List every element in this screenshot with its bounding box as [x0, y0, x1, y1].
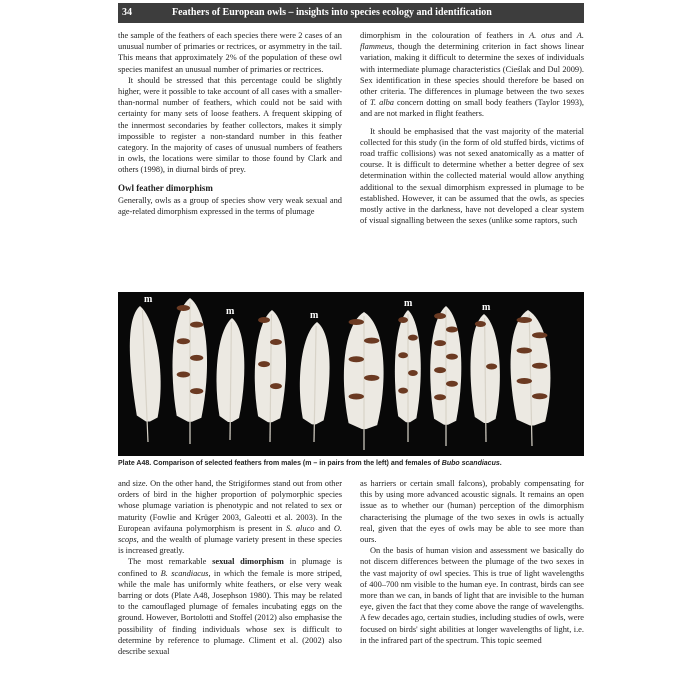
male-feather [300, 322, 330, 442]
feathers-illustration [118, 292, 584, 456]
feather-bar [517, 378, 532, 384]
paragraph: On the basis of human vision and assessment we basically do not discern differences between the plumage of the two sexes in the vast majority of owl species. This is true of light wavelengths of 400–700 nm visible to the human eye. In contrast, birds can see more than we can, in bands of light that are invisible to the human eye, given the fact that they come above the range of wavelengths. A few decades ago, certain studies, including studies of owls, were focused on birds' sight abilities at longer wavelengths of light, i.e. in the infrared part of the spectrum. This topic seemed [360, 546, 584, 645]
male-marker: m [404, 298, 413, 309]
plate-caption: Plate A48. Comparison of selected feathers from males (m – in pairs from the left) and females of Bubo scandiacus. [118, 460, 502, 467]
feather-bar [177, 305, 190, 311]
feather-bar [532, 363, 547, 369]
feather-bar [434, 367, 446, 373]
feather-bar [517, 317, 532, 323]
right-column-bottom [360, 478, 584, 646]
feather-bar [398, 317, 408, 323]
paragraph: It should be stressed that this percentage could be slightly higher, were it possible to take account of all cases with a smaller-than-normal number of feathers, which could not be said with certainty for many sets of loose feathers. A frequent skipping of the innermost secondaries by feather collectors, makes it simply impossible to register a non-standard number in this feather category. In the majority of cases of unusual numbers of feathers in owls, the locations were similar to those found by Clark and others (1998), in diurnal birds of prey. [118, 75, 342, 175]
feather-bar [364, 338, 379, 344]
male-marker: m [310, 310, 319, 321]
male-marker: m [226, 306, 235, 317]
running-title: Feathers of European owls – insights into species ecology and identification [172, 7, 492, 18]
paragraph: The most remarkable sexual dimorphism in plumage is confined to B. scandiacus, in which the female is more striped, while the male has uniformly white feathers, or else very weak barring or dots (Plate A48, Josephson 1980). This may be related to the camouflaged plumage of females incubating eggs on the ground. However, Bortolotti and Stoffel (2012) also emphasise the possibility of finding individuals whose sex is difficult to determine by reference to plumage. Climent et al. (2002) also describe sexual [118, 557, 342, 657]
male-marker: m [144, 294, 153, 305]
female-feather [511, 310, 551, 446]
paragraph: the sample of the feathers of each species there were 2 cases of an unusual number of primaries or rectrices, or asymmetry in the tail. This means that approximately 2% of the population of these owl species manifest an unusual number of primaries or rectrices. [118, 31, 342, 74]
feather-bar [258, 317, 270, 323]
male-marker: m [482, 302, 491, 313]
female-feather [172, 298, 207, 444]
feather-bar [517, 348, 532, 354]
paragraph: as harriers or certain small falcons), probably compensating for this by using more advanced acoustic signals. It remains an open issue as to whether our (human) perception of the dimorphism characterising the plumage of the two sexes in owls is actually real, given that the eyes of owls may be able to see more than ours. [360, 479, 584, 545]
feather-bar [270, 383, 282, 389]
feather-bar [446, 354, 458, 360]
female-feather [255, 310, 286, 442]
feather-bar [190, 322, 203, 328]
right-column-top [360, 30, 584, 226]
feather-bar [349, 319, 364, 325]
male-feather [130, 306, 161, 442]
feather-bar [532, 332, 547, 338]
male-feather [216, 318, 244, 440]
male-feather [395, 310, 421, 442]
feather-bar [270, 339, 282, 345]
feather-bar [398, 388, 408, 394]
feather-bar [434, 340, 446, 346]
left-column-top [118, 30, 342, 217]
feather-bar [177, 338, 190, 344]
female-feather [344, 312, 384, 450]
running-header [118, 3, 584, 23]
section-heading: Owl feather dimorphism [118, 182, 213, 193]
paragraph: It should be emphasised that the vast majority of the material collected for this study (in the form of old stuffed birds, victims of road traffic collisions) was not sexed anatomically as a matter of course. It is difficult to determine whether a better degree of sex determination within the collected material would allow anything additional to the sexual dimorphism expressed in plumage to be established. However, it can be assumed that the owls, as species mostly active in the darkness, have not developed a clear system of visual signalling between the sexes (unlike some raptors, such [360, 126, 584, 226]
feather-bar [532, 393, 547, 399]
female-feather [430, 306, 461, 446]
paragraph: and size. On the other hand, the Strigiformes stand out from other orders of bird in the higher proportion of polymorphic species whose plumage variation is phenotypic and not related to sex or maturity (Fowlie and Krüger 2003, Galeotti et al. 2003). In the European avifauna polymorphism is present in S. aluco and O. scops, and the wealth of plumage variety present in these species is increased greatly. [118, 479, 343, 556]
feather-bar [177, 371, 190, 377]
feather-bar [434, 394, 446, 400]
feather-bar [398, 352, 408, 358]
feather-bar [190, 388, 203, 394]
feather-plate-photo [118, 292, 584, 456]
feather-bar [446, 381, 458, 387]
feather-bar [364, 375, 379, 381]
feather-bar [258, 361, 270, 367]
feather-bar [486, 363, 497, 369]
feather-bar [446, 327, 458, 333]
paragraph: Generally, owls as a group of species show very weak sexual and age-related dimorphism expressed in the terms of plumage [118, 195, 342, 216]
feather-bar [434, 313, 446, 319]
left-column-bottom [118, 478, 342, 657]
page-number: 34 [122, 7, 132, 18]
feather-bar [408, 370, 418, 376]
male-feather [470, 314, 499, 442]
feather-bar [349, 356, 364, 362]
feather-bar [349, 394, 364, 400]
feather-bar [475, 321, 486, 327]
feather-bar [408, 335, 418, 341]
paragraph: dimorphism in the colouration of feathers in A. otus and A. flammeus, though the determining criterion in fact shows linear variation, making it difficult to determine the sexes of individuals with intermediate plumage characteristics (Cieślak and Dul 2009). Sex identification in these species should therefore be based on other criteria. The differences in plumage between the two sexes of T. alba concern dotting on small body feathers (Taylor 1993), and are not marked in flight feathers. [360, 31, 585, 119]
feather-bar [190, 355, 203, 361]
